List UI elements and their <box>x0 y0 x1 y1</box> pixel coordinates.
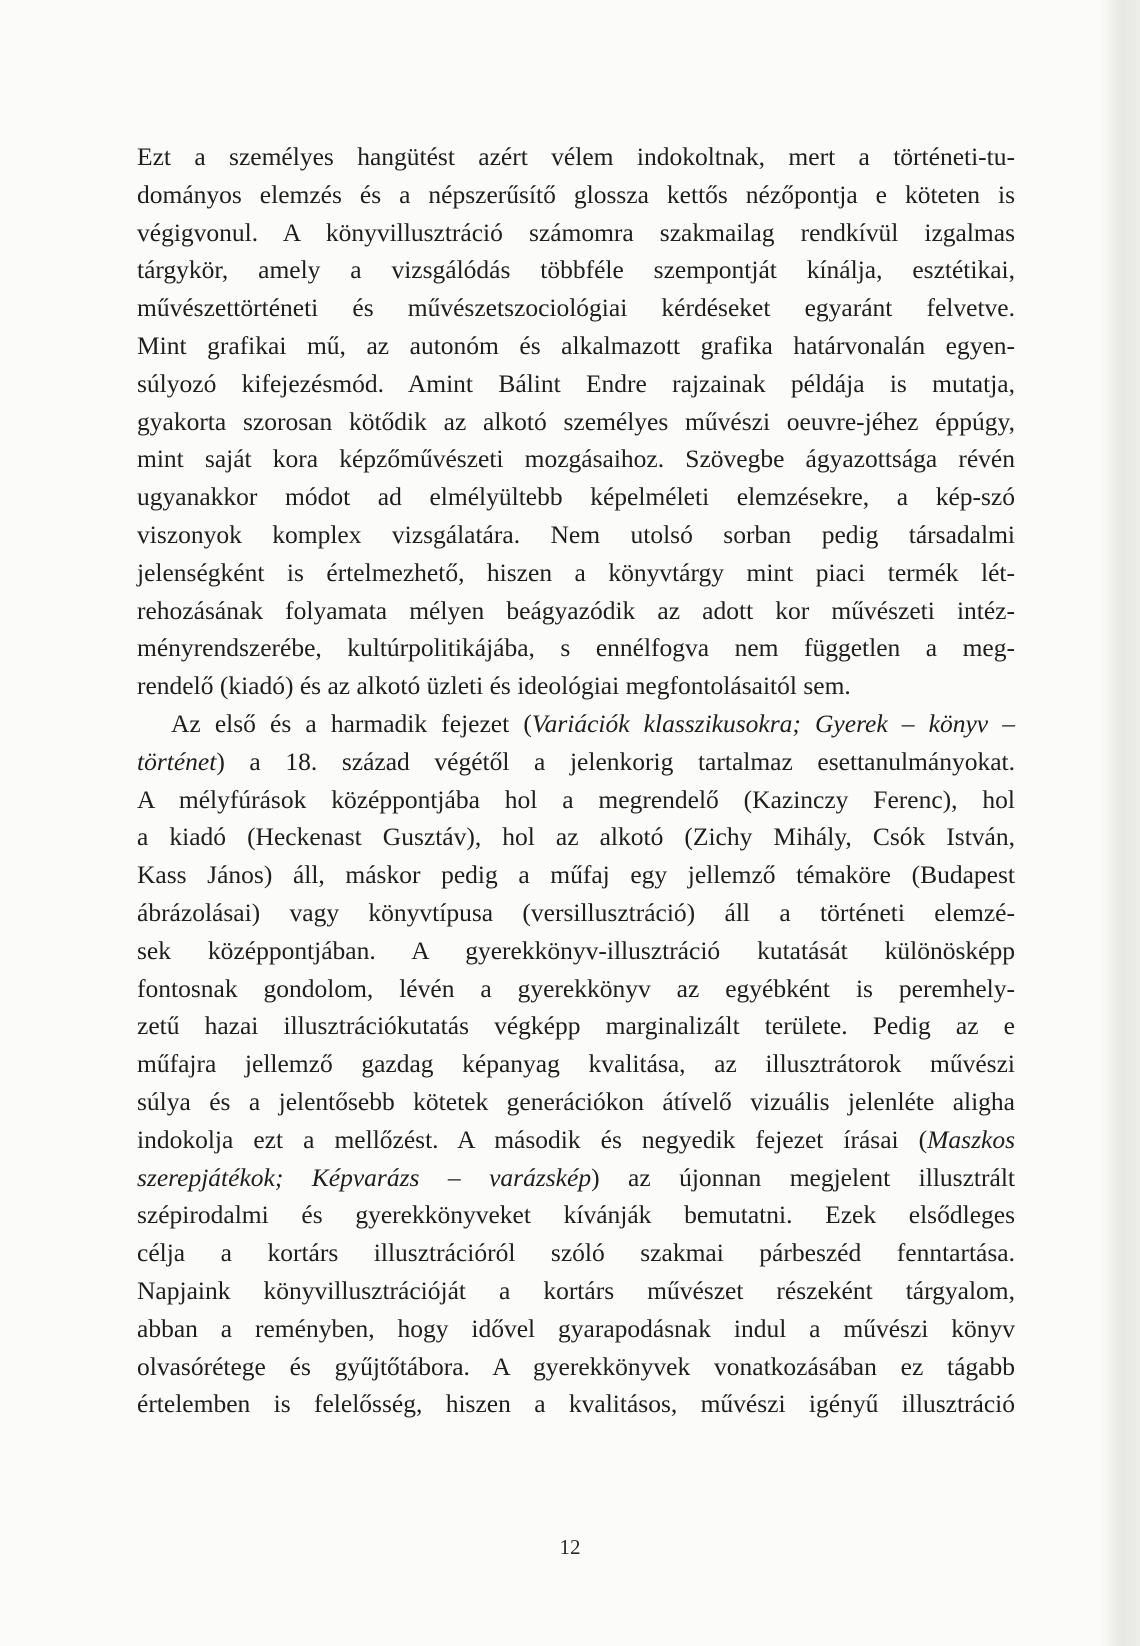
text-line: súlya és a jelentősebb kötetek generációkon átívelő vizuális jelenléte aligha <box>137 1086 1015 1116</box>
italic-title: Variációk klasszikusokra; Gyerek – könyv – <box>531 708 1015 738</box>
text-line <box>137 705 1015 743</box>
text-line: olvasórétege és gyűjtőtábora. A gyerekkönyvek vonatkozásában ez tágabb <box>137 1351 1015 1381</box>
text-line: művészettörténeti és művészetszociológiai kérdéseket egyaránt felvetve. <box>137 293 1015 323</box>
text-run: ) az újonnan megjelent illusztrált <box>591 1162 1015 1192</box>
text-line: abban a reményben, hogy idővel gyarapodásnak indul a művészi könyv <box>137 1313 1015 1343</box>
text-line: műfajra jellemző gazdag képanyag kvalitása, az illusztrátorok művészi <box>137 1049 1015 1079</box>
text-line <box>137 1159 1015 1197</box>
text-run: ) a 18. század végétől a jelenkorig tartalmaz esettanulmányokat. <box>216 746 1015 776</box>
text-run: indokolja ezt a mellőzést. A második és negyedik fejezet írásai ( <box>137 1124 928 1154</box>
text-line: súlyozó kifejezésmód. Amint Bálint Endre rajzainak példája is mutatja, <box>137 368 1015 398</box>
text-line <box>137 1121 1015 1159</box>
text-line: gyakorta szorosan kötődik az alkotó személyes művészi oeuvre-jéhez éppúgy, <box>137 406 1015 436</box>
text-line: szépirodalmi és gyerekkönyveket kívánják bemutatni. Ezek elsődleges <box>137 1200 1015 1230</box>
page-spine-shadow <box>1100 0 1140 1646</box>
italic-title: Maszkos <box>927 1124 1015 1154</box>
text-line: ábrázolásai) vagy könyvtípusa (versillusztráció) áll a történeti elemzé- <box>137 897 1015 927</box>
text-line: végigvonul. A könyvillusztráció számomra szakmailag rendkívül izgalmas <box>137 217 1015 247</box>
text-line: mint saját kora képzőművészeti mozgásaihoz. Szövegbe ágyazottsága révén <box>137 444 1015 474</box>
text-line: Napjaink könyvillusztrációját a kortárs művészet részeként tárgyalom, <box>137 1275 1015 1305</box>
text-line: rehozásának folyamata mélyen beágyazódik az adott kor művészeti intéz- <box>137 595 1015 625</box>
text-line: Mint grafikai mű, az autonóm és alkalmazott grafika határvonalán egyen- <box>137 330 1015 360</box>
text-line: zetű hazai illusztrációkutatás végképp marginalizált területe. Pedig az e <box>137 1011 1015 1041</box>
italic-title: történet <box>137 746 217 776</box>
text-line: értelemben is felelősség, hiszen a kvalitásos, művészi igényű illusztráció <box>137 1389 1015 1419</box>
text-line: jelenségként is értelmezhető, hiszen a könyvtárgy mint piaci termék lét- <box>137 557 1015 587</box>
text-line: rendelő (kiadó) és az alkotó üzleti és ideológiai megfontolásaitól sem. <box>137 671 851 701</box>
text-line: tárgykör, amely a vizsgálódás többféle szempontját kínálja, esztétikai, <box>137 255 1015 285</box>
text-line: célja a kortárs illusztrációról szóló szakmai párbeszéd fenntartása. <box>137 1238 1015 1268</box>
text-line: fontosnak gondolom, lévén a gyerekkönyv az egyébként is peremhely- <box>137 973 1015 1003</box>
text-line: sek középpontjában. A gyerekkönyv-illusztráció kutatását különösképp <box>137 935 1015 965</box>
text-run: Az első és a harmadik fejezet ( <box>171 708 532 738</box>
page-number: 12 <box>559 1535 581 1559</box>
text-line: a kiadó (Heckenast Gusztáv), hol az alkotó (Zichy Mihály, Csók István, <box>137 822 1015 852</box>
text-line: Ezt a személyes hangütést azért vélem indokoltnak, mert a történeti-tu- <box>137 142 1015 171</box>
text-line: ugyanakkor módot ad elmélyültebb képelméleti elemzésekre, a kép-szó <box>137 482 1015 512</box>
italic-title: szerepjátékok; Képvarázs – varázskép <box>137 1162 592 1192</box>
text-line <box>137 743 1015 781</box>
text-line: ményrendszerébe, kultúrpolitikájába, s ennélfogva nem független a meg- <box>137 633 1015 663</box>
text-line: viszonyok komplex vizsgálatára. Nem utolsó sorban pedig társadalmi <box>137 519 1015 549</box>
text-line: Kass János) áll, máskor pedig a műfaj egy jellemző témaköre (Budapest <box>137 860 1015 890</box>
body-text <box>137 138 1015 1423</box>
text-line: A mélyfúrások középpontjába hol a megrendelő (Kazinczy Ferenc), hol <box>137 784 1015 814</box>
text-line: dományos elemzés és a népszerűsítő glossza kettős nézőpontja e köteten is <box>137 179 1015 209</box>
